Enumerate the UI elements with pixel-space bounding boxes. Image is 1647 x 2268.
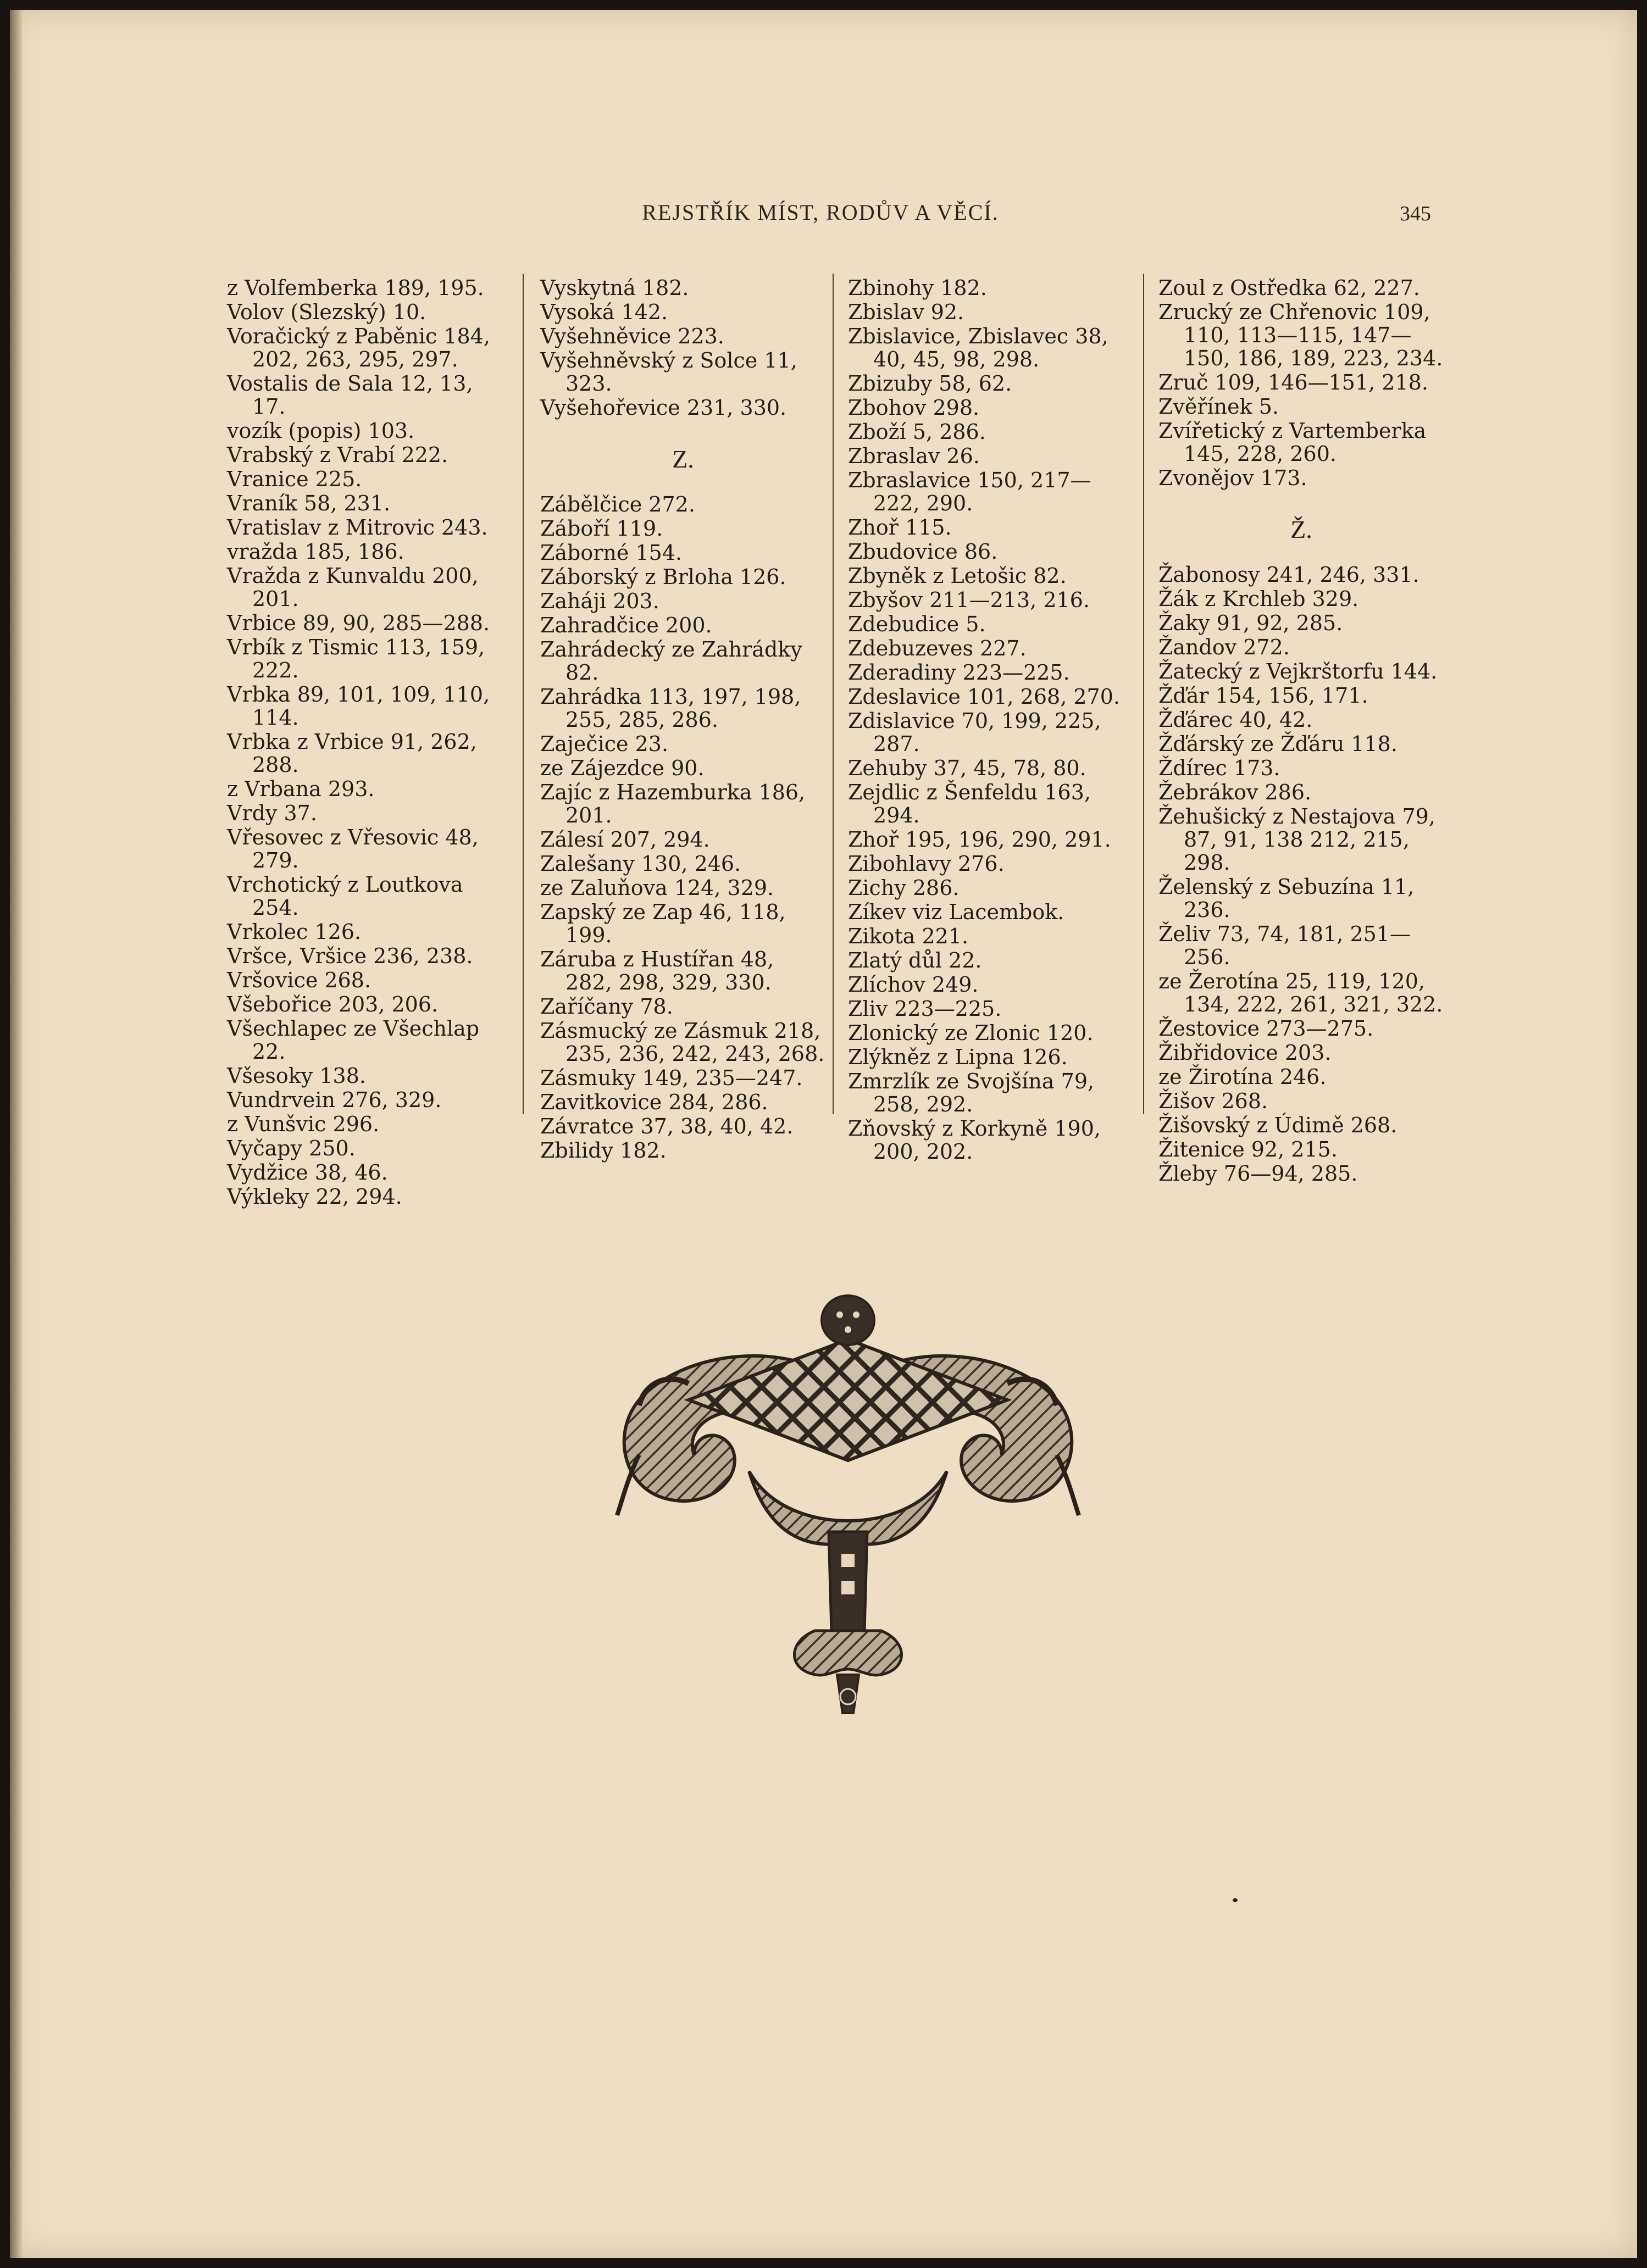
index-entry: Vrdy 37. bbox=[227, 801, 317, 825]
index-entry: Vysoká 142. bbox=[540, 300, 668, 324]
column-divider bbox=[833, 274, 834, 1114]
index-entry: Zmrzlík ze Svojšína 79, 258, 292. bbox=[848, 1069, 1095, 1116]
index-entry: Zaječice 23. bbox=[540, 732, 669, 756]
index-entry: Zikota 221. bbox=[848, 924, 969, 948]
index-entry: Zruč 109, 146—151, 218. bbox=[1158, 370, 1428, 394]
index-entry: Žatecký z Vejkrštorfu 144. bbox=[1158, 659, 1438, 683]
index-entry: Žďárský ze Žďáru 118. bbox=[1158, 732, 1398, 756]
index-entry: Želiv 73, 74, 181, 251—256. bbox=[1158, 922, 1411, 969]
index-entry: Zhoř 195, 196, 290, 291. bbox=[848, 827, 1111, 852]
index-entry: Zdebudice 5. bbox=[848, 612, 986, 636]
index-column-3 bbox=[848, 276, 1134, 1164]
index-entry: Voračický z Paběnic 184, 202, 263, 295, 297. bbox=[227, 324, 490, 371]
index-entry: Vřesovec z Vřesovic 48, 279. bbox=[227, 825, 479, 872]
index-entry: Žďár 154, 156, 171. bbox=[1158, 683, 1368, 708]
index-entry: Všesoky 138. bbox=[227, 1064, 366, 1088]
index-entry: Vranice 225. bbox=[227, 467, 362, 491]
index-entry: ze Žerotína 25, 119, 120, 134, 222, 261, 321, 322. bbox=[1158, 969, 1443, 1016]
index-entry: Zlýkněz z Lipna 126. bbox=[848, 1045, 1068, 1069]
index-entry: Vyšehořevice 231, 330. bbox=[540, 396, 787, 420]
index-entry: Zahradčice 200. bbox=[540, 613, 712, 637]
index-entry: Záruba z Hustířan 48, 282, 298, 329, 330. bbox=[540, 947, 774, 994]
index-entry: Zavitkovice 284, 286. bbox=[540, 1090, 768, 1114]
index-entry: Zahrádka 113, 197, 198, 255, 285, 286. bbox=[540, 685, 801, 732]
index-entry: Záboří 119. bbox=[540, 516, 663, 541]
index-entry: Zlatý důl 22. bbox=[848, 948, 982, 972]
index-entry: Zásmucký ze Zásmuk 218, 235, 236, 242, 243, 268. bbox=[540, 1019, 825, 1066]
index-entry: Zoul z Ostředka 62, 227. bbox=[1158, 276, 1420, 300]
index-entry: vražda 185, 186. bbox=[227, 540, 404, 564]
index-entry: Žabonosy 241, 246, 331. bbox=[1158, 563, 1419, 587]
index-entry: z Volfemberka 189, 195. bbox=[227, 276, 484, 300]
index-entry: Zaříčany 78. bbox=[540, 994, 673, 1019]
index-entry: Vrkolec 126. bbox=[227, 920, 362, 944]
index-entry: Záborné 154. bbox=[540, 541, 683, 565]
index-entry: Zajíc z Hazemburka 186, 201. bbox=[540, 780, 806, 827]
index-entry: Zbislav 92. bbox=[848, 300, 964, 324]
index-entry: Žibřidovice 203. bbox=[1158, 1041, 1332, 1065]
index-entry: Žebrákov 286. bbox=[1158, 780, 1312, 804]
page-gutter bbox=[10, 10, 22, 2258]
index-entry: Zbizuby 58, 62. bbox=[848, 371, 1012, 396]
index-entry: Zrucký ze Chřenovic 109, 110, 113—115, 147—150, 186, 189, 223, 234. bbox=[1158, 300, 1443, 370]
index-entry: Zboží 5, 286. bbox=[848, 420, 986, 444]
index-entry: ze Zaluňova 124, 329. bbox=[540, 876, 774, 900]
index-entry: Vrbice 89, 90, 285—288. bbox=[227, 611, 490, 635]
index-entry: z Vunšvic 296. bbox=[227, 1112, 380, 1136]
index-entry: ze Žirotína 246. bbox=[1158, 1065, 1327, 1089]
index-entry: vozík (popis) 103. bbox=[227, 419, 415, 443]
index-entry: Zvířetický z Vartemberka 145, 228, 260. bbox=[1158, 419, 1427, 466]
index-entry: Želenský z Sebuzína 11, 236. bbox=[1158, 875, 1415, 922]
index-entry: Vršce, Vršice 236, 238. bbox=[227, 944, 473, 968]
index-entry: Vražda z Kunvaldu 200, 201. bbox=[227, 564, 479, 611]
index-entry: Vratislav z Mitrovic 243. bbox=[227, 515, 488, 540]
index-entry: Zhoř 115. bbox=[848, 515, 952, 540]
index-entry: Výkleky 22, 294. bbox=[227, 1185, 402, 1209]
index-entry: Vyšehněvský z Solce 11, 323. bbox=[540, 348, 797, 396]
index-entry: Vostalis de Sala 12, 13, 17. bbox=[227, 371, 473, 419]
index-entry: Vrbka z Vrbice 91, 262, 288. bbox=[227, 730, 477, 777]
index-entry: Zibohlavy 276. bbox=[848, 852, 1005, 876]
index-entry: Vydžice 38, 46. bbox=[227, 1160, 388, 1185]
index-column-4 bbox=[1158, 276, 1444, 1186]
index-entry: Zbraslav 26. bbox=[848, 444, 980, 468]
index-entry: Zábělčice 272. bbox=[540, 492, 695, 516]
index-entry: Ždírec 173. bbox=[1158, 756, 1280, 780]
column-divider bbox=[1143, 274, 1144, 1114]
index-entry: Zderadiny 223—225. bbox=[848, 660, 1070, 685]
index-entry: Všechlapec ze Všechlap 22. bbox=[227, 1016, 480, 1064]
index-entry: Závratce 37, 38, 40, 42. bbox=[540, 1114, 794, 1138]
index-entry: ze Zájezdce 90. bbox=[540, 756, 705, 780]
index-entry: Vršovice 268. bbox=[227, 968, 371, 992]
index-entry: z Vrbana 293. bbox=[227, 777, 375, 801]
page-header bbox=[10, 199, 1637, 238]
index-entry: Žák z Krchleb 329. bbox=[1158, 587, 1359, 611]
column-divider bbox=[523, 274, 524, 1114]
index-entry: Zňovský z Korkyně 190, 200, 202. bbox=[848, 1116, 1101, 1164]
index-entry: Vyskytná 182. bbox=[540, 276, 689, 300]
index-entry: Zbinohy 182. bbox=[848, 276, 987, 300]
index-entry: Zichy 286. bbox=[848, 876, 960, 900]
index-entry: Zlonický ze Zlonic 120. bbox=[848, 1021, 1094, 1045]
celtic-knot-ornament-icon bbox=[606, 1290, 1090, 1719]
index-entry: Vrabský z Vrabí 222. bbox=[227, 443, 448, 467]
running-title: REJSTŘÍK MÍST, RODŮV A VĚCÍ. bbox=[642, 200, 999, 225]
index-entry: Žleby 76—94, 285. bbox=[1158, 1161, 1358, 1186]
index-entry: Zbohov 298. bbox=[848, 396, 980, 420]
index-entry: Zbyněk z Letošic 82. bbox=[848, 564, 1067, 588]
index-entry: Vyčapy 250. bbox=[227, 1136, 356, 1160]
index-entry: Zahrádecký ze Zahrádky 82. bbox=[540, 637, 802, 685]
ink-speck bbox=[1233, 1898, 1238, 1902]
index-entry: Zliv 223—225. bbox=[848, 997, 1002, 1021]
index-entry: Žišov 268. bbox=[1158, 1089, 1268, 1113]
index-entry: Zlíchov 249. bbox=[848, 972, 979, 997]
book-page bbox=[10, 10, 1637, 2258]
index-entry: Zbilidy 182. bbox=[540, 1138, 667, 1163]
letter-heading: Z. bbox=[672, 445, 694, 473]
index-column-2 bbox=[540, 276, 826, 1163]
index-entry: Volov (Slezský) 10. bbox=[227, 300, 426, 324]
index-entry: Zbyšov 211—213, 216. bbox=[848, 588, 1090, 612]
index-entry: Zásmuky 149, 235—247. bbox=[540, 1066, 803, 1090]
index-entry: Žestovice 273—275. bbox=[1158, 1016, 1374, 1041]
index-entry: Žaky 91, 92, 285. bbox=[1158, 611, 1343, 635]
index-entry: Zvonějov 173. bbox=[1158, 466, 1307, 490]
index-entry: Zbraslavice 150, 217—222, 290. bbox=[848, 468, 1091, 515]
index-entry: Zehuby 37, 45, 78, 80. bbox=[848, 756, 1086, 780]
index-entry: Zaháji 203. bbox=[540, 589, 659, 613]
index-entry: Vrchotický z Loutkova 254. bbox=[227, 872, 463, 920]
index-entry: Zapský ze Zap 46, 118, 199. bbox=[540, 900, 786, 947]
index-entry: Zdebuzeves 227. bbox=[848, 636, 1027, 660]
index-entry: Záborský z Brloha 126. bbox=[540, 565, 786, 589]
index-entry: Zíkev viz Lacembok. bbox=[848, 900, 1064, 924]
index-entry: Zvěřínek 5. bbox=[1158, 394, 1279, 419]
index-entry: Zbislavice, Zbislavec 38, 40, 45, 98, 298. bbox=[848, 324, 1108, 371]
index-entry: Žandov 272. bbox=[1158, 635, 1290, 659]
index-entry: Zalešany 130, 246. bbox=[540, 852, 741, 876]
index-entry: Zdislavice 70, 199, 225, 287. bbox=[848, 709, 1101, 756]
index-entry: Vrbík z Tismic 113, 159, 222. bbox=[227, 635, 485, 682]
index-entry: Vrbka 89, 101, 109, 110, 114. bbox=[227, 682, 490, 730]
index-entry: Zejdlic z Šenfeldu 163, 294. bbox=[848, 780, 1091, 827]
index-entry: Zálesí 207, 294. bbox=[540, 827, 710, 852]
index-entry: Žitenice 92, 215. bbox=[1158, 1137, 1338, 1161]
index-column-1 bbox=[227, 276, 513, 1209]
letter-heading: Ž. bbox=[1290, 515, 1312, 543]
index-entry: Vyšehněvice 223. bbox=[540, 324, 724, 348]
page-number: 345 bbox=[1400, 202, 1431, 225]
index-entry: Žehušický z Nestajova 79, 87, 91, 138 212, 215, 298. bbox=[1158, 804, 1435, 875]
index-entry: Vraník 58, 231. bbox=[227, 491, 391, 515]
index-entry: Zbudovice 86. bbox=[848, 540, 998, 564]
index-entry: Žďárec 40, 42. bbox=[1158, 708, 1313, 732]
index-entry: Žišovský z Údimě 268. bbox=[1158, 1113, 1398, 1137]
index-entry: Všebořice 203, 206. bbox=[227, 992, 439, 1016]
index-entry: Vundrvein 276, 329. bbox=[227, 1088, 442, 1112]
index-entry: Zdeslavice 101, 268, 270. bbox=[848, 685, 1120, 709]
